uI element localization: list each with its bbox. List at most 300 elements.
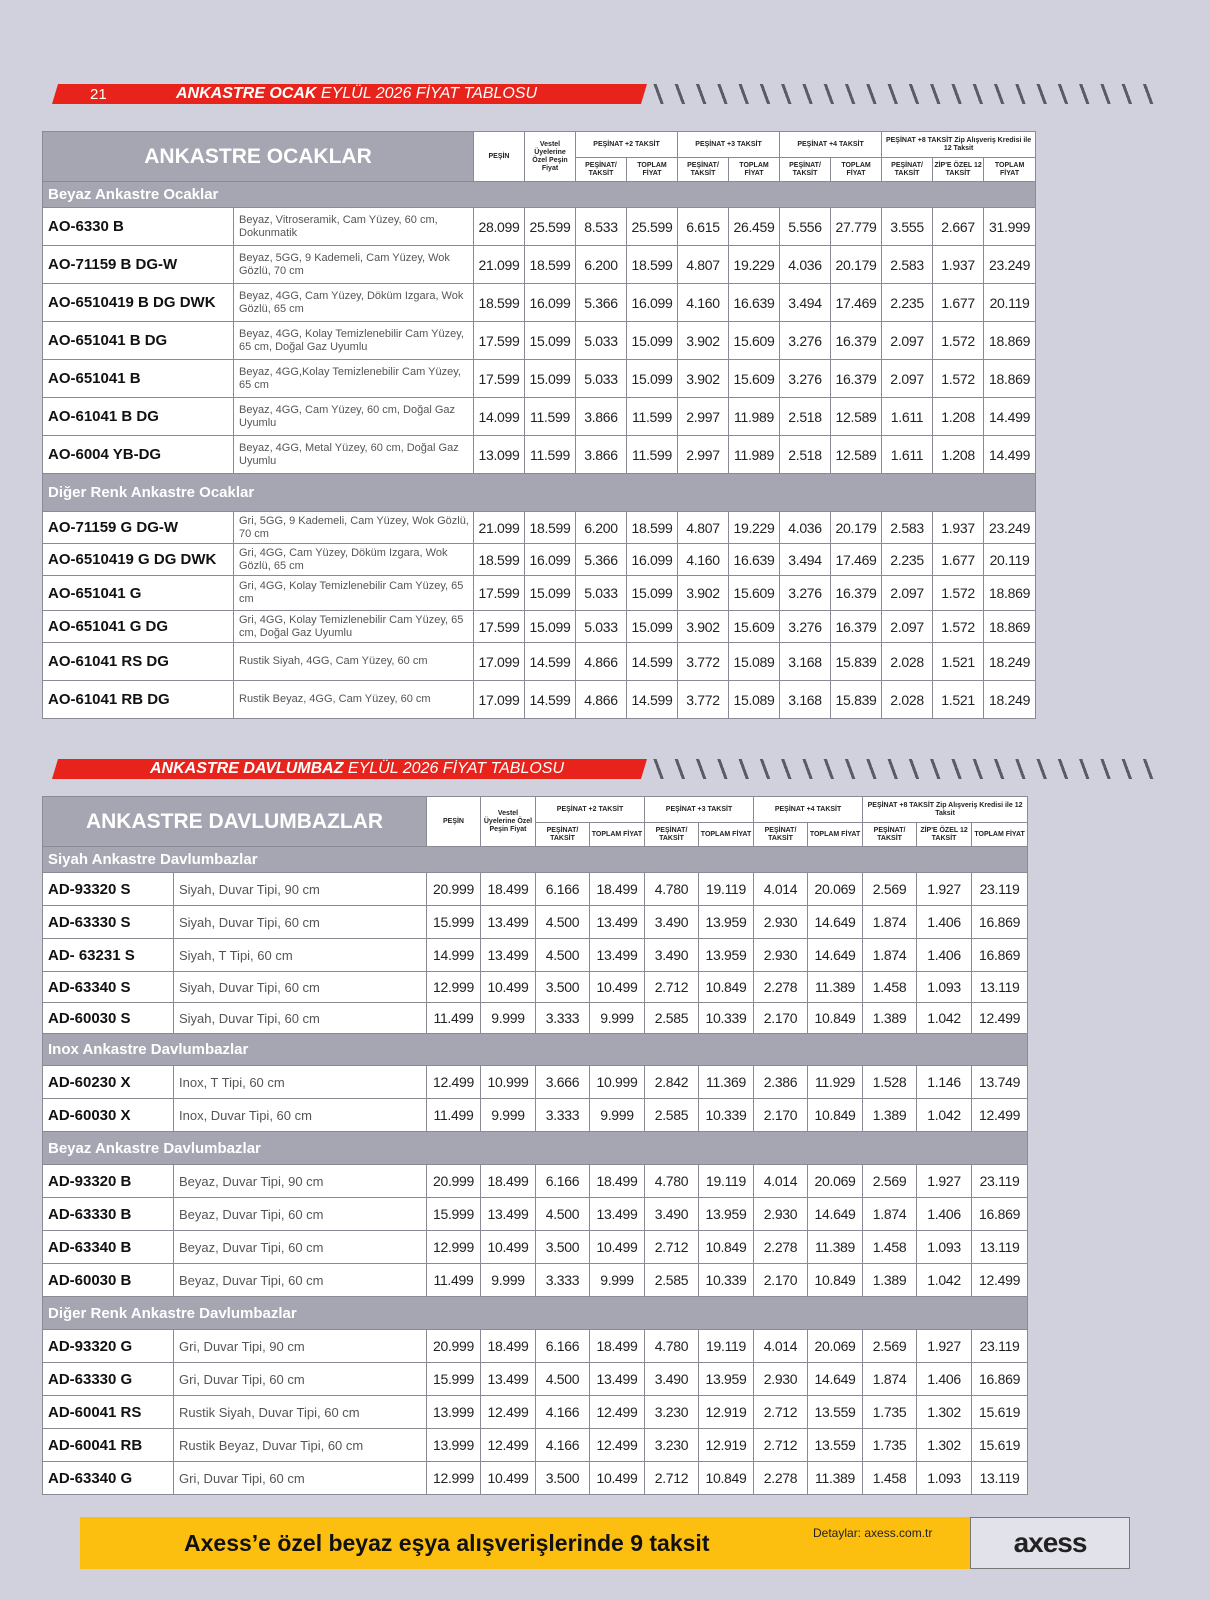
header-pesin: PEŞİN bbox=[474, 132, 525, 182]
price-cell: 17.599 bbox=[474, 322, 525, 360]
price-cell: 3.276 bbox=[780, 360, 831, 398]
header-g8: PEŞİNAT +8 TAKSİT Zip Alışveriş Kredisi ile 12 Taksit bbox=[863, 797, 1028, 823]
price-cell: 23.249 bbox=[984, 512, 1036, 544]
product-description: Gri, 5GG, 9 Kademeli, Cam Yüzey, Wok Gözlü, 70 cm bbox=[234, 512, 474, 544]
price-cell: 15.099 bbox=[627, 611, 678, 643]
price-cell: 17.099 bbox=[474, 643, 525, 681]
price-cell: 20.999 bbox=[427, 873, 481, 906]
product-description: Rustik Beyaz, Duvar Tipi, 60 cm bbox=[174, 1429, 427, 1462]
price-cell: 10.339 bbox=[699, 1264, 754, 1297]
price-cell: 18.599 bbox=[627, 246, 678, 284]
price-cell: 4.014 bbox=[754, 1165, 808, 1198]
price-cell: 11.499 bbox=[427, 1099, 481, 1132]
price-cell: 1.042 bbox=[917, 1264, 972, 1297]
price-cell: 11.389 bbox=[808, 1462, 863, 1495]
header-toplam-fiyat: TOPLAM FİYAT bbox=[984, 158, 1036, 182]
price-cell: 16.099 bbox=[525, 544, 576, 576]
price-cell: 1.735 bbox=[863, 1396, 917, 1429]
table-row bbox=[43, 512, 1036, 544]
price-cell: 10.339 bbox=[699, 1099, 754, 1132]
product-description: Beyaz, 5GG, 9 Kademeli, Cam Yüzey, Wok Gözlü, 70 cm bbox=[234, 246, 474, 284]
product-code: AO-6004 YB-DG bbox=[43, 436, 234, 474]
price-cell: 13.959 bbox=[699, 906, 754, 939]
group-title: Inox Ankastre Davlumbazlar bbox=[43, 1034, 1028, 1066]
price-cell: 9.999 bbox=[481, 1003, 536, 1034]
price-cell: 2.518 bbox=[780, 398, 831, 436]
table-row bbox=[43, 972, 1028, 1003]
product-description: Siyah, Duvar Tipi, 60 cm bbox=[174, 1003, 427, 1034]
header-g8: PEŞİNAT +8 TAKSİT Zip Alışveriş Kredisi ile 12 Taksit bbox=[882, 132, 1036, 158]
price-cell: 2.569 bbox=[863, 873, 917, 906]
price-cell: 1.874 bbox=[863, 1198, 917, 1231]
table-row bbox=[43, 611, 1036, 643]
product-description: Rustik Siyah, Duvar Tipi, 60 cm bbox=[174, 1396, 427, 1429]
price-cell: 2.712 bbox=[645, 1231, 699, 1264]
header-toplam-fiyat: TOPLAM FİYAT bbox=[590, 823, 645, 847]
price-cell: 2.278 bbox=[754, 1462, 808, 1495]
table-row bbox=[43, 398, 1036, 436]
price-cell: 19.229 bbox=[729, 246, 780, 284]
product-code: AO-61041 RB DG bbox=[43, 681, 234, 719]
product-description: Siyah, Duvar Tipi, 90 cm bbox=[174, 873, 427, 906]
price-cell: 14.649 bbox=[808, 939, 863, 972]
header-pesin: PEŞİN bbox=[427, 797, 481, 847]
price-cell: 14.499 bbox=[984, 436, 1036, 474]
price-cell: 4.500 bbox=[536, 1363, 590, 1396]
price-cell: 3.490 bbox=[645, 906, 699, 939]
price-cell: 1.521 bbox=[933, 643, 984, 681]
price-cell: 18.869 bbox=[984, 322, 1036, 360]
product-code: AO-71159 B DG-W bbox=[43, 246, 234, 284]
price-cell: 15.609 bbox=[729, 360, 780, 398]
price-cell: 1.521 bbox=[933, 681, 984, 719]
price-cell: 3.333 bbox=[536, 1264, 590, 1297]
product-code: AD- 63231 S bbox=[43, 939, 174, 972]
price-cell: 1.611 bbox=[882, 436, 933, 474]
product-description: Rustik Siyah, 4GG, Cam Yüzey, 60 cm bbox=[234, 643, 474, 681]
price-cell: 1.572 bbox=[933, 576, 984, 611]
product-description: Beyaz, 4GG, Cam Yüzey, 60 cm, Doğal Gaz Uyumlu bbox=[234, 398, 474, 436]
price-cell: 5.366 bbox=[576, 544, 627, 576]
price-cell: 1.927 bbox=[917, 873, 972, 906]
price-cell: 1.406 bbox=[917, 906, 972, 939]
price-cell: 2.569 bbox=[863, 1165, 917, 1198]
price-cell: 17.469 bbox=[831, 284, 882, 322]
price-cell: 1.874 bbox=[863, 939, 917, 972]
price-cell: 12.499 bbox=[427, 1066, 481, 1099]
price-cell: 3.500 bbox=[536, 1462, 590, 1495]
product-description: Beyaz, Duvar Tipi, 60 cm bbox=[174, 1231, 427, 1264]
price-cell: 13.999 bbox=[427, 1396, 481, 1429]
product-description: Beyaz, 4GG, Kolay Temizlenebilir Cam Yüzey, 65 cm, Doğal Gaz Uyumlu bbox=[234, 322, 474, 360]
price-cell: 3.902 bbox=[678, 611, 729, 643]
price-cell: 3.772 bbox=[678, 643, 729, 681]
price-cell: 9.999 bbox=[481, 1264, 536, 1297]
price-cell: 21.099 bbox=[474, 512, 525, 544]
axess-logo: axess bbox=[970, 1517, 1130, 1569]
price-cell: 16.869 bbox=[972, 906, 1028, 939]
price-cell: 2.930 bbox=[754, 1198, 808, 1231]
price-cell: 2.235 bbox=[882, 544, 933, 576]
price-cell: 1.042 bbox=[917, 1003, 972, 1034]
product-code: AD-60030 B bbox=[43, 1264, 174, 1297]
product-description: Siyah, T Tipi, 60 cm bbox=[174, 939, 427, 972]
price-cell: 2.170 bbox=[754, 1264, 808, 1297]
price-cell: 3.230 bbox=[645, 1429, 699, 1462]
price-cell: 12.499 bbox=[481, 1396, 536, 1429]
price-cell: 11.369 bbox=[699, 1066, 754, 1099]
price-cell: 5.366 bbox=[576, 284, 627, 322]
price-cell: 20.999 bbox=[427, 1165, 481, 1198]
price-cell: 4.866 bbox=[576, 681, 627, 719]
table-row bbox=[43, 360, 1036, 398]
price-cell: 16.639 bbox=[729, 544, 780, 576]
price-cell: 14.599 bbox=[525, 643, 576, 681]
price-cell: 2.667 bbox=[933, 208, 984, 246]
price-cell: 15.099 bbox=[627, 576, 678, 611]
price-cell: 17.469 bbox=[831, 544, 882, 576]
header-pesinat-taksit: PEŞİNAT/ TAKSİT bbox=[780, 158, 831, 182]
header-pesinat-taksit: PEŞİNAT/ TAKSİT bbox=[882, 158, 933, 182]
price-cell: 13.749 bbox=[972, 1066, 1028, 1099]
price-cell: 16.639 bbox=[729, 284, 780, 322]
price-cell: 10.999 bbox=[481, 1066, 536, 1099]
price-cell: 15.099 bbox=[525, 611, 576, 643]
price-cell: 1.572 bbox=[933, 360, 984, 398]
table-row bbox=[43, 1363, 1028, 1396]
group-header-row bbox=[43, 1034, 1028, 1066]
price-cell: 6.166 bbox=[536, 1165, 590, 1198]
price-cell: 15.099 bbox=[525, 576, 576, 611]
price-cell: 14.499 bbox=[984, 398, 1036, 436]
price-cell: 14.599 bbox=[627, 681, 678, 719]
price-cell: 20.069 bbox=[808, 1165, 863, 1198]
header-pesinat-taksit: PEŞİNAT/ TAKSİT bbox=[576, 158, 627, 182]
group-title: Siyah Ankastre Davlumbazlar bbox=[43, 847, 1028, 873]
price-cell: 1.937 bbox=[933, 246, 984, 284]
price-cell: 1.146 bbox=[917, 1066, 972, 1099]
price-cell: 18.599 bbox=[525, 512, 576, 544]
price-cell: 6.200 bbox=[576, 512, 627, 544]
product-description: Gri, Duvar Tipi, 60 cm bbox=[174, 1462, 427, 1495]
table-row bbox=[43, 322, 1036, 360]
price-cell: 17.599 bbox=[474, 360, 525, 398]
price-cell: 2.842 bbox=[645, 1066, 699, 1099]
product-description: Beyaz, Duvar Tipi, 90 cm bbox=[174, 1165, 427, 1198]
price-cell: 1.406 bbox=[917, 1363, 972, 1396]
price-cell: 18.869 bbox=[984, 576, 1036, 611]
price-cell: 15.839 bbox=[831, 643, 882, 681]
price-cell: 11.929 bbox=[808, 1066, 863, 1099]
price-cell: 5.033 bbox=[576, 360, 627, 398]
price-cell: 1.458 bbox=[863, 972, 917, 1003]
price-cell: 3.168 bbox=[780, 643, 831, 681]
price-cell: 19.119 bbox=[699, 1165, 754, 1198]
price-cell: 3.494 bbox=[780, 284, 831, 322]
product-description: Beyaz, Vitroseramik, Cam Yüzey, 60 cm, Dokunmatik bbox=[234, 208, 474, 246]
price-cell: 10.849 bbox=[808, 1264, 863, 1297]
price-cell: 16.099 bbox=[525, 284, 576, 322]
group-header-row bbox=[43, 1132, 1028, 1165]
product-code: AO-6330 B bbox=[43, 208, 234, 246]
price-cell: 10.849 bbox=[699, 972, 754, 1003]
product-description: Beyaz, Duvar Tipi, 60 cm bbox=[174, 1198, 427, 1231]
price-cell: 3.276 bbox=[780, 576, 831, 611]
price-cell: 17.599 bbox=[474, 576, 525, 611]
price-cell: 1.302 bbox=[917, 1429, 972, 1462]
price-cell: 2.583 bbox=[882, 512, 933, 544]
header-g2: PEŞİNAT +2 TAKSİT bbox=[576, 132, 678, 158]
ocak-price-table bbox=[42, 131, 1036, 719]
price-cell: 2.930 bbox=[754, 1363, 808, 1396]
header-zip-12: ZİP'E ÖZEL 12 TAKSİT bbox=[917, 823, 972, 847]
table-row bbox=[43, 1066, 1028, 1099]
price-cell: 20.179 bbox=[831, 246, 882, 284]
price-cell: 18.499 bbox=[590, 1165, 645, 1198]
ocak-banner-title: ANKASTRE OCAK EYLÜL 2026 FİYAT TABLOSU bbox=[176, 85, 537, 102]
product-description: Gri, Duvar Tipi, 60 cm bbox=[174, 1363, 427, 1396]
price-cell: 2.930 bbox=[754, 906, 808, 939]
price-cell: 3.666 bbox=[536, 1066, 590, 1099]
price-cell: 3.902 bbox=[678, 322, 729, 360]
price-cell: 18.499 bbox=[590, 1330, 645, 1363]
table-row bbox=[43, 1396, 1028, 1429]
price-cell: 5.556 bbox=[780, 208, 831, 246]
price-cell: 20.069 bbox=[808, 1330, 863, 1363]
price-cell: 4.807 bbox=[678, 246, 729, 284]
price-cell: 16.379 bbox=[831, 576, 882, 611]
stripe-decoration bbox=[650, 759, 1160, 779]
product-code: AO-61041 RS DG bbox=[43, 643, 234, 681]
product-description: Siyah, Duvar Tipi, 60 cm bbox=[174, 972, 427, 1003]
price-cell: 2.028 bbox=[882, 643, 933, 681]
price-cell: 13.499 bbox=[590, 1363, 645, 1396]
price-cell: 2.585 bbox=[645, 1099, 699, 1132]
group-title: Beyaz Ankastre Davlumbazlar bbox=[43, 1132, 1028, 1165]
price-cell: 25.599 bbox=[525, 208, 576, 246]
price-cell: 23.119 bbox=[972, 873, 1028, 906]
price-cell: 13.119 bbox=[972, 972, 1028, 1003]
price-cell: 1.208 bbox=[933, 398, 984, 436]
price-cell: 15.619 bbox=[972, 1396, 1028, 1429]
price-cell: 6.615 bbox=[678, 208, 729, 246]
price-cell: 3.866 bbox=[576, 436, 627, 474]
price-cell: 3.168 bbox=[780, 681, 831, 719]
price-cell: 10.499 bbox=[481, 972, 536, 1003]
price-cell: 3.276 bbox=[780, 322, 831, 360]
price-cell: 15.099 bbox=[627, 322, 678, 360]
price-cell: 4.036 bbox=[780, 246, 831, 284]
price-cell: 3.494 bbox=[780, 544, 831, 576]
price-cell: 13.559 bbox=[808, 1429, 863, 1462]
price-cell: 2.097 bbox=[882, 360, 933, 398]
header-vestel: Vestel Üyelerine Özel Peşin Fiyat bbox=[481, 797, 536, 847]
product-description: Beyaz, 4GG,Kolay Temizlenebilir Cam Yüzey, 65 cm bbox=[234, 360, 474, 398]
price-cell: 10.499 bbox=[481, 1462, 536, 1495]
price-cell: 10.849 bbox=[808, 1099, 863, 1132]
price-cell: 16.379 bbox=[831, 322, 882, 360]
price-cell: 3.490 bbox=[645, 1363, 699, 1396]
price-cell: 16.099 bbox=[627, 544, 678, 576]
price-cell: 2.569 bbox=[863, 1330, 917, 1363]
product-description: Inox, Duvar Tipi, 60 cm bbox=[174, 1099, 427, 1132]
price-cell: 4.807 bbox=[678, 512, 729, 544]
price-cell: 2.997 bbox=[678, 436, 729, 474]
price-cell: 12.919 bbox=[699, 1429, 754, 1462]
product-code: AO-651041 B bbox=[43, 360, 234, 398]
price-cell: 2.386 bbox=[754, 1066, 808, 1099]
price-cell: 10.499 bbox=[481, 1231, 536, 1264]
price-cell: 12.499 bbox=[972, 1264, 1028, 1297]
price-cell: 14.599 bbox=[627, 643, 678, 681]
price-cell: 3.333 bbox=[536, 1099, 590, 1132]
price-cell: 18.499 bbox=[481, 1165, 536, 1198]
price-cell: 16.869 bbox=[972, 939, 1028, 972]
price-cell: 2.170 bbox=[754, 1003, 808, 1034]
header-toplam-fiyat: TOPLAM FİYAT bbox=[808, 823, 863, 847]
header-g4: PEŞİNAT +4 TAKSİT bbox=[780, 132, 882, 158]
price-cell: 18.249 bbox=[984, 643, 1036, 681]
header-toplam-fiyat: TOPLAM FİYAT bbox=[699, 823, 754, 847]
product-description: Gri, 4GG, Kolay Temizlenebilir Cam Yüzey, 65 cm bbox=[234, 576, 474, 611]
product-code: AO-61041 B DG bbox=[43, 398, 234, 436]
table-row bbox=[43, 544, 1036, 576]
product-description: Beyaz, 4GG, Cam Yüzey, Döküm Izgara, Wok Gözlü, 65 cm bbox=[234, 284, 474, 322]
product-code: AD-63340 S bbox=[43, 972, 174, 1003]
price-cell: 11.389 bbox=[808, 972, 863, 1003]
price-cell: 18.499 bbox=[590, 873, 645, 906]
price-cell: 2.712 bbox=[754, 1429, 808, 1462]
davlumbaz-banner bbox=[0, 759, 1210, 785]
price-cell: 2.930 bbox=[754, 939, 808, 972]
price-cell: 4.780 bbox=[645, 1165, 699, 1198]
price-cell: 4.160 bbox=[678, 284, 729, 322]
header-g3: PEŞİNAT +3 TAKSİT bbox=[645, 797, 754, 823]
price-cell: 10.999 bbox=[590, 1066, 645, 1099]
price-cell: 4.866 bbox=[576, 643, 627, 681]
price-cell: 2.028 bbox=[882, 681, 933, 719]
price-cell: 27.779 bbox=[831, 208, 882, 246]
davlumbaz-banner-title: ANKASTRE DAVLUMBAZ EYLÜL 2026 FİYAT TABLOSU bbox=[150, 760, 565, 777]
product-description: Inox, T Tipi, 60 cm bbox=[174, 1066, 427, 1099]
product-code: AO-6510419 B DG DWK bbox=[43, 284, 234, 322]
price-cell: 20.069 bbox=[808, 873, 863, 906]
price-cell: 2.712 bbox=[645, 1462, 699, 1495]
price-cell: 3.500 bbox=[536, 972, 590, 1003]
price-cell: 13.559 bbox=[808, 1396, 863, 1429]
price-cell: 19.119 bbox=[699, 1330, 754, 1363]
table-row bbox=[43, 436, 1036, 474]
price-cell: 18.869 bbox=[984, 360, 1036, 398]
price-cell: 11.499 bbox=[427, 1264, 481, 1297]
table-title: ANKASTRE DAVLUMBAZLAR bbox=[43, 797, 427, 847]
price-cell: 1.874 bbox=[863, 906, 917, 939]
price-cell: 1.572 bbox=[933, 611, 984, 643]
price-cell: 13.499 bbox=[590, 939, 645, 972]
price-cell: 3.276 bbox=[780, 611, 831, 643]
price-cell: 19.229 bbox=[729, 512, 780, 544]
price-cell: 3.772 bbox=[678, 681, 729, 719]
price-cell: 12.499 bbox=[972, 1099, 1028, 1132]
price-cell: 15.089 bbox=[729, 643, 780, 681]
axess-footer-ad bbox=[80, 1517, 1130, 1569]
price-cell: 15.609 bbox=[729, 576, 780, 611]
price-cell: 13.499 bbox=[481, 939, 536, 972]
price-cell: 10.499 bbox=[590, 1462, 645, 1495]
price-cell: 10.499 bbox=[590, 1231, 645, 1264]
header-pesinat-taksit: PEŞİNAT/ TAKSİT bbox=[863, 823, 917, 847]
price-cell: 26.459 bbox=[729, 208, 780, 246]
price-cell: 5.033 bbox=[576, 576, 627, 611]
product-code: AD-60030 X bbox=[43, 1099, 174, 1132]
price-cell: 2.097 bbox=[882, 611, 933, 643]
header-g4: PEŞİNAT +4 TAKSİT bbox=[754, 797, 863, 823]
product-code: AO-651041 G DG bbox=[43, 611, 234, 643]
product-code: AO-71159 G DG-W bbox=[43, 512, 234, 544]
product-code: AD-63340 B bbox=[43, 1231, 174, 1264]
price-cell: 2.583 bbox=[882, 246, 933, 284]
price-cell: 1.458 bbox=[863, 1462, 917, 1495]
group-title: Diğer Renk Ankastre Davlumbazlar bbox=[43, 1297, 1028, 1330]
price-cell: 11.599 bbox=[525, 436, 576, 474]
table-row bbox=[43, 1462, 1028, 1495]
price-cell: 2.278 bbox=[754, 972, 808, 1003]
price-cell: 15.609 bbox=[729, 322, 780, 360]
price-cell: 4.014 bbox=[754, 1330, 808, 1363]
price-cell: 4.160 bbox=[678, 544, 729, 576]
price-cell: 11.499 bbox=[427, 1003, 481, 1034]
price-cell: 6.166 bbox=[536, 1330, 590, 1363]
table-row bbox=[43, 1165, 1028, 1198]
price-cell: 9.999 bbox=[590, 1003, 645, 1034]
price-cell: 10.849 bbox=[699, 1231, 754, 1264]
page-number: 21 bbox=[90, 86, 107, 103]
table-row bbox=[43, 873, 1028, 906]
table-row bbox=[43, 643, 1036, 681]
price-cell: 16.099 bbox=[627, 284, 678, 322]
price-cell: 15.619 bbox=[972, 1429, 1028, 1462]
price-cell: 1.458 bbox=[863, 1231, 917, 1264]
header-g2: PEŞİNAT +2 TAKSİT bbox=[536, 797, 645, 823]
price-cell: 15.099 bbox=[525, 360, 576, 398]
price-cell: 6.166 bbox=[536, 873, 590, 906]
product-description: Siyah, Duvar Tipi, 60 cm bbox=[174, 906, 427, 939]
group-title: Diğer Renk Ankastre Ocaklar bbox=[43, 474, 1036, 512]
price-cell: 18.249 bbox=[984, 681, 1036, 719]
price-cell: 13.119 bbox=[972, 1231, 1028, 1264]
price-cell: 6.200 bbox=[576, 246, 627, 284]
price-cell: 12.999 bbox=[427, 972, 481, 1003]
price-cell: 3.902 bbox=[678, 360, 729, 398]
header-toplam-fiyat: TOPLAM FİYAT bbox=[729, 158, 780, 182]
price-cell: 12.499 bbox=[590, 1429, 645, 1462]
price-cell: 1.874 bbox=[863, 1363, 917, 1396]
price-cell: 12.499 bbox=[481, 1429, 536, 1462]
price-cell: 16.379 bbox=[831, 360, 882, 398]
table-row bbox=[43, 1198, 1028, 1231]
price-cell: 19.119 bbox=[699, 873, 754, 906]
table-row bbox=[43, 1330, 1028, 1363]
price-cell: 23.119 bbox=[972, 1165, 1028, 1198]
price-cell: 13.499 bbox=[590, 906, 645, 939]
header-pesinat-taksit: PEŞİNAT/ TAKSİT bbox=[678, 158, 729, 182]
product-code: AD-93320 S bbox=[43, 873, 174, 906]
price-cell: 14.599 bbox=[525, 681, 576, 719]
table-row bbox=[43, 576, 1036, 611]
price-cell: 3.490 bbox=[645, 1198, 699, 1231]
price-cell: 8.533 bbox=[576, 208, 627, 246]
price-cell: 1.677 bbox=[933, 284, 984, 322]
